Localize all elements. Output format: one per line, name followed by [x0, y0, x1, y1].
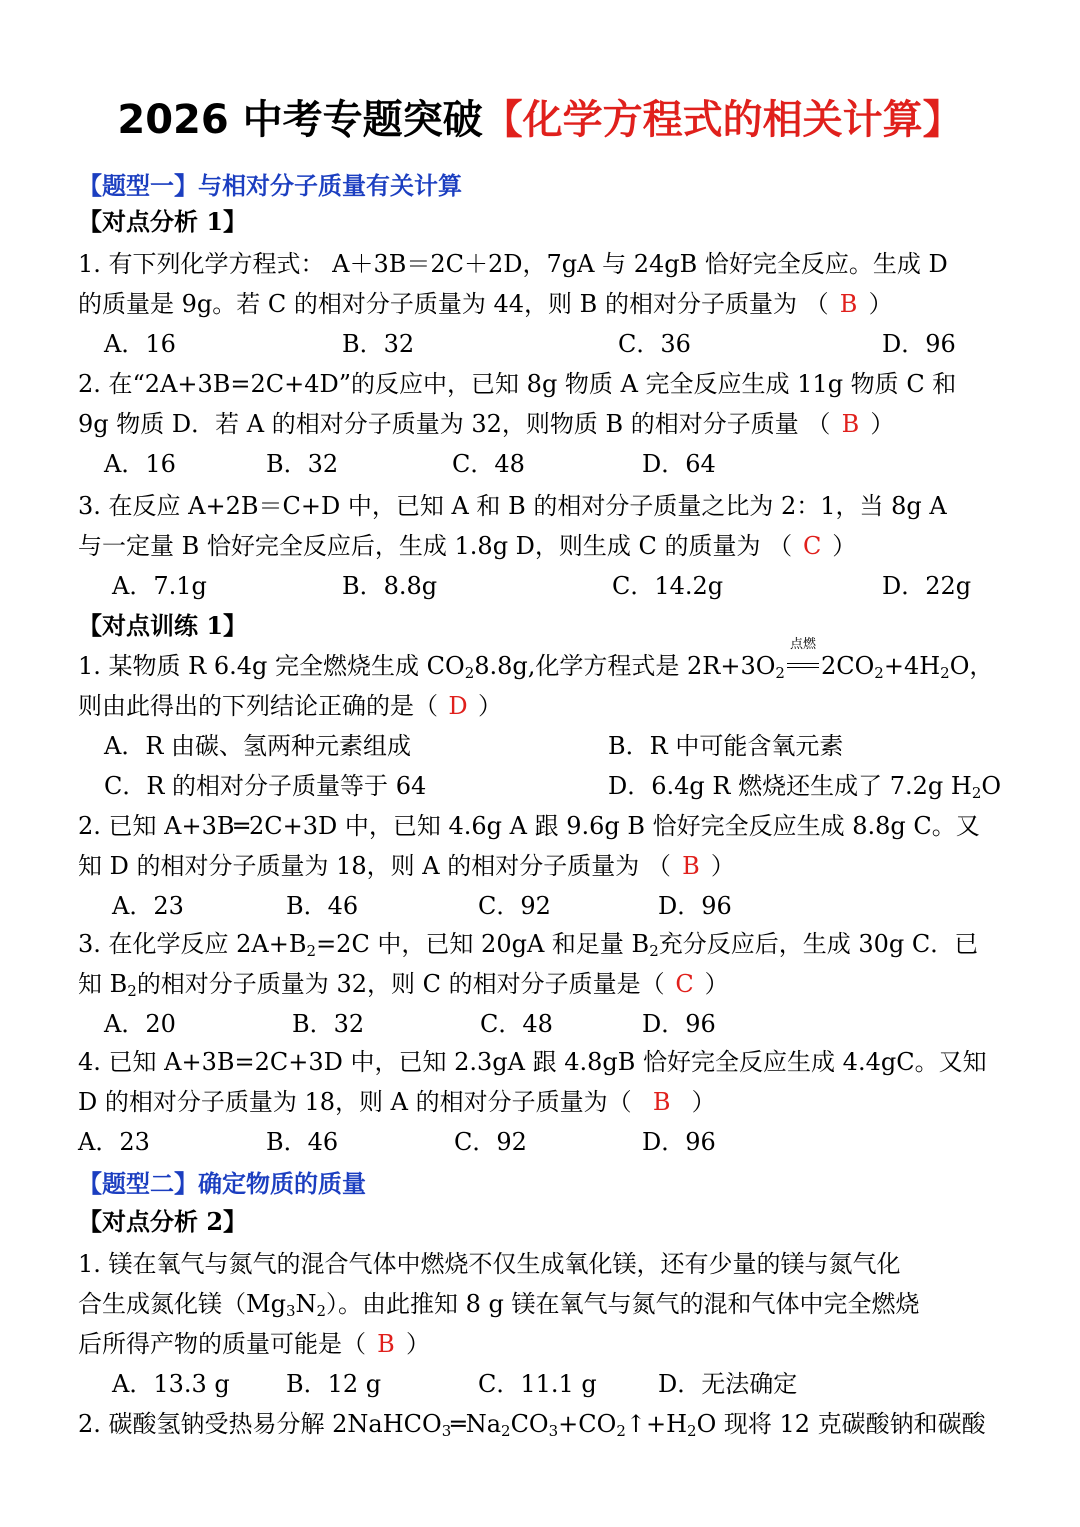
option-c: C．48	[452, 450, 525, 478]
option-d: D．无法确定	[658, 1370, 798, 1398]
question-2-line-1: 2. 在“2A+3B=2C+4D”的反应中，已知 8g 物质 A 完全反应生成 11g 物质 C 和	[78, 370, 957, 398]
text: 则由此得出的下列结论正确的是（	[78, 692, 438, 720]
subscript: 3	[285, 1302, 296, 1320]
group-label-analysis-2: 【对点分析 2】	[78, 1207, 248, 1236]
option-a: A．13.3 g	[112, 1370, 230, 1398]
text: 8.8g,化学方程式是 2R+3O	[474, 652, 776, 680]
close-paren: ）	[478, 692, 502, 720]
subscript: 2	[775, 664, 785, 682]
text: O 现将 12 克碳酸钠和碳酸	[696, 1410, 986, 1438]
text: +4H	[883, 652, 941, 680]
section-heading-1: 【题型一】与相对分子质量有关计算	[78, 172, 462, 200]
question-2-options	[78, 444, 1020, 484]
training-3-line-2	[78, 964, 1020, 1004]
training-2-line-1: 2. 已知 A+3B═2C+3D 中，已知 4.6g A 跟 9.6g B 恰好完全反应生成 8.8g C。又	[78, 812, 980, 840]
close-paren: ）	[710, 852, 735, 880]
option-b: B．32	[342, 330, 415, 358]
training-1-line-2	[78, 686, 1020, 726]
answer-mark: D	[448, 692, 468, 720]
text: 3. 在化学反应 2A+B	[78, 930, 307, 958]
option-d: D．22g	[882, 572, 972, 600]
text: 知 B	[78, 970, 128, 998]
page-title	[0, 92, 1080, 148]
option-b: B．32	[292, 1010, 365, 1038]
close-paren: ）	[832, 532, 857, 560]
option-c: C．R 的相对分子质量等于 64	[104, 772, 427, 800]
subscript: 2	[316, 1302, 327, 1320]
question-1-line-2	[78, 284, 1020, 324]
text: 充分反应后，生成 30g C．已	[658, 930, 979, 958]
subscript: 2	[874, 664, 884, 682]
training-1-line-1	[78, 637, 1020, 686]
text: +CO	[558, 1410, 617, 1438]
text: 知 D 的相对分子质量为 18，则 A 的相对分子质量为 （	[78, 852, 671, 880]
option-d: D．96	[642, 1128, 716, 1156]
answer-mark: B	[652, 1088, 671, 1116]
section2-question-1-line-1: 1. 镁在氧气与氮气的混合气体中燃烧不仅生成氧化镁，还有少量的镁与氮气化	[78, 1250, 901, 1278]
training-2-line-2	[78, 846, 1020, 886]
group-label-training-1: 【对点训练 1】	[78, 611, 248, 640]
option-c: C．11.1 g	[478, 1370, 597, 1398]
group-label-analysis-1: 【对点分析 1】	[78, 207, 248, 236]
option-a: A．R 由碳、氢两种元素组成	[104, 732, 412, 760]
option-d: D．96	[882, 330, 956, 358]
subscript: 2	[306, 942, 317, 960]
question-2-text: 9g 物质 D．若 A 的相对分子质量为 32，则物质 B 的相对分子质量 （	[78, 410, 831, 438]
subscript: 2	[616, 1422, 626, 1440]
title-main: 2026 中考专题突破	[117, 97, 483, 143]
option-b: B．46	[286, 892, 359, 920]
answer-mark: C	[803, 532, 822, 560]
section2-question-1-line-2	[78, 1284, 1020, 1324]
option-c: C．92	[478, 892, 551, 920]
subscript: 2	[127, 982, 137, 1000]
text: 2. 碳酸氢钠受热易分解 2NaHCO	[78, 1410, 442, 1438]
subscript: 2	[940, 664, 950, 682]
close-paren: ）	[870, 410, 895, 438]
training-3-line-1	[78, 924, 1020, 964]
question-1-text: 的质量是 9g。若 C 的相对分子质量为 44，则 B 的相对分子质量为 （	[78, 290, 829, 318]
option-c: C．14.2g	[612, 572, 724, 600]
option-b: B．32	[266, 450, 339, 478]
training-4-line-1: 4. 已知 A+3B=2C+3D 中，已知 2.3gA 跟 4.8gB 恰好完全反应生成 4.4gC。又知	[78, 1048, 987, 1076]
section2-question-1-options	[78, 1364, 1020, 1404]
answer-mark: B	[682, 852, 700, 880]
question-1-options	[78, 324, 1020, 364]
option-a: A．7.1g	[112, 572, 207, 600]
close-paren: ）	[868, 290, 893, 318]
question-3-options	[78, 566, 1020, 606]
training-4-line-2	[78, 1082, 1020, 1122]
subscript: 2	[687, 1422, 697, 1440]
subscript: 2	[649, 942, 659, 960]
close-paren: ）	[406, 1330, 430, 1358]
subscript: 3	[548, 1422, 559, 1440]
training-4-options	[78, 1122, 1020, 1162]
question-3-text: 与一定量 B 恰好完全反应后，生成 1.8g D，则生成 C 的质量为 （	[78, 532, 793, 560]
question-3-line-2	[78, 526, 1020, 566]
question-2-line-2	[78, 404, 1020, 444]
text: ）。由此推知 8 g 镁在氧气与氮气的混和气体中完全燃烧	[326, 1290, 920, 1318]
option-b: B．46	[266, 1128, 339, 1156]
text: =2C 中，已知 20gA 和足量 B	[316, 930, 650, 958]
text: 的相对分子质量为 32，则 C 的相对分子质量是（	[136, 970, 665, 998]
text: CO	[510, 1410, 549, 1438]
training-2-options	[78, 886, 1020, 926]
option-a: A．23	[112, 892, 184, 920]
option-a: A．16	[104, 330, 176, 358]
title-topic: 【化学方程式的相关计算】	[482, 97, 963, 143]
text: O，	[949, 652, 994, 680]
subscript: 3	[441, 1422, 452, 1440]
text: 后所得产物的质量可能是（	[78, 1330, 366, 1358]
subscript: 2	[464, 664, 475, 682]
option-a: A．23	[78, 1128, 150, 1156]
section-heading-2: 【题型二】确定物质的质量	[78, 1170, 366, 1198]
text: O	[981, 772, 1002, 800]
option-c: C．92	[454, 1128, 527, 1156]
option-d: D．96	[658, 892, 732, 920]
subscript: 2	[971, 784, 982, 802]
text: 合生成氮化镁（Mg	[78, 1290, 286, 1318]
option-d	[608, 766, 1001, 806]
close-paren: ）	[691, 1088, 716, 1116]
answer-mark: B	[377, 1330, 395, 1358]
answer-mark: B	[841, 410, 860, 438]
condition-label: 点燃	[789, 637, 816, 652]
reaction-condition-arrow	[785, 637, 821, 686]
training-3-options	[78, 1004, 1020, 1044]
section2-question-2-line-1	[78, 1404, 1020, 1444]
subscript: 2	[501, 1422, 511, 1440]
text: D．6.4g R 燃烧还生成了 7.2g H	[608, 772, 972, 800]
text: D 的相对分子质量为 18，则 A 的相对分子质量为（	[78, 1088, 632, 1116]
option-b: B．8.8g	[342, 572, 438, 600]
option-a: A．16	[104, 450, 176, 478]
question-1-line-1: 1. 有下列化学方程式： A＋3B＝2C＋2D，7gA 与 24gB 恰好完全反应。生成 D	[78, 250, 948, 278]
section2-question-1-line-3	[78, 1324, 1020, 1364]
training-1-options-row-1	[78, 726, 1020, 766]
answer-mark: C	[675, 970, 694, 998]
text: ↑+H	[625, 1410, 688, 1438]
text: N	[295, 1290, 317, 1318]
option-c: C．48	[480, 1010, 553, 1038]
text: 2CO	[820, 652, 875, 680]
option-d: D．96	[642, 1010, 716, 1038]
option-b: B．12 g	[286, 1370, 382, 1398]
question-3-line-1: 3. 在反应 A+2B＝C+D 中，已知 A 和 B 的相对分子质量之比为 2：1，当 8g A	[78, 492, 947, 520]
answer-mark: B	[839, 290, 858, 318]
text: 1. 某物质 R 6.4g 完全燃烧生成 CO	[78, 652, 465, 680]
equals-sign	[787, 663, 819, 668]
option-c: C．36	[618, 330, 691, 358]
option-a: A．20	[104, 1010, 176, 1038]
text: ═Na	[451, 1410, 502, 1438]
close-paren: ）	[704, 970, 729, 998]
option-b: B．R 中可能含氧元素	[608, 732, 844, 760]
training-1-options-row-2	[78, 766, 1020, 806]
option-d: D．64	[642, 450, 716, 478]
